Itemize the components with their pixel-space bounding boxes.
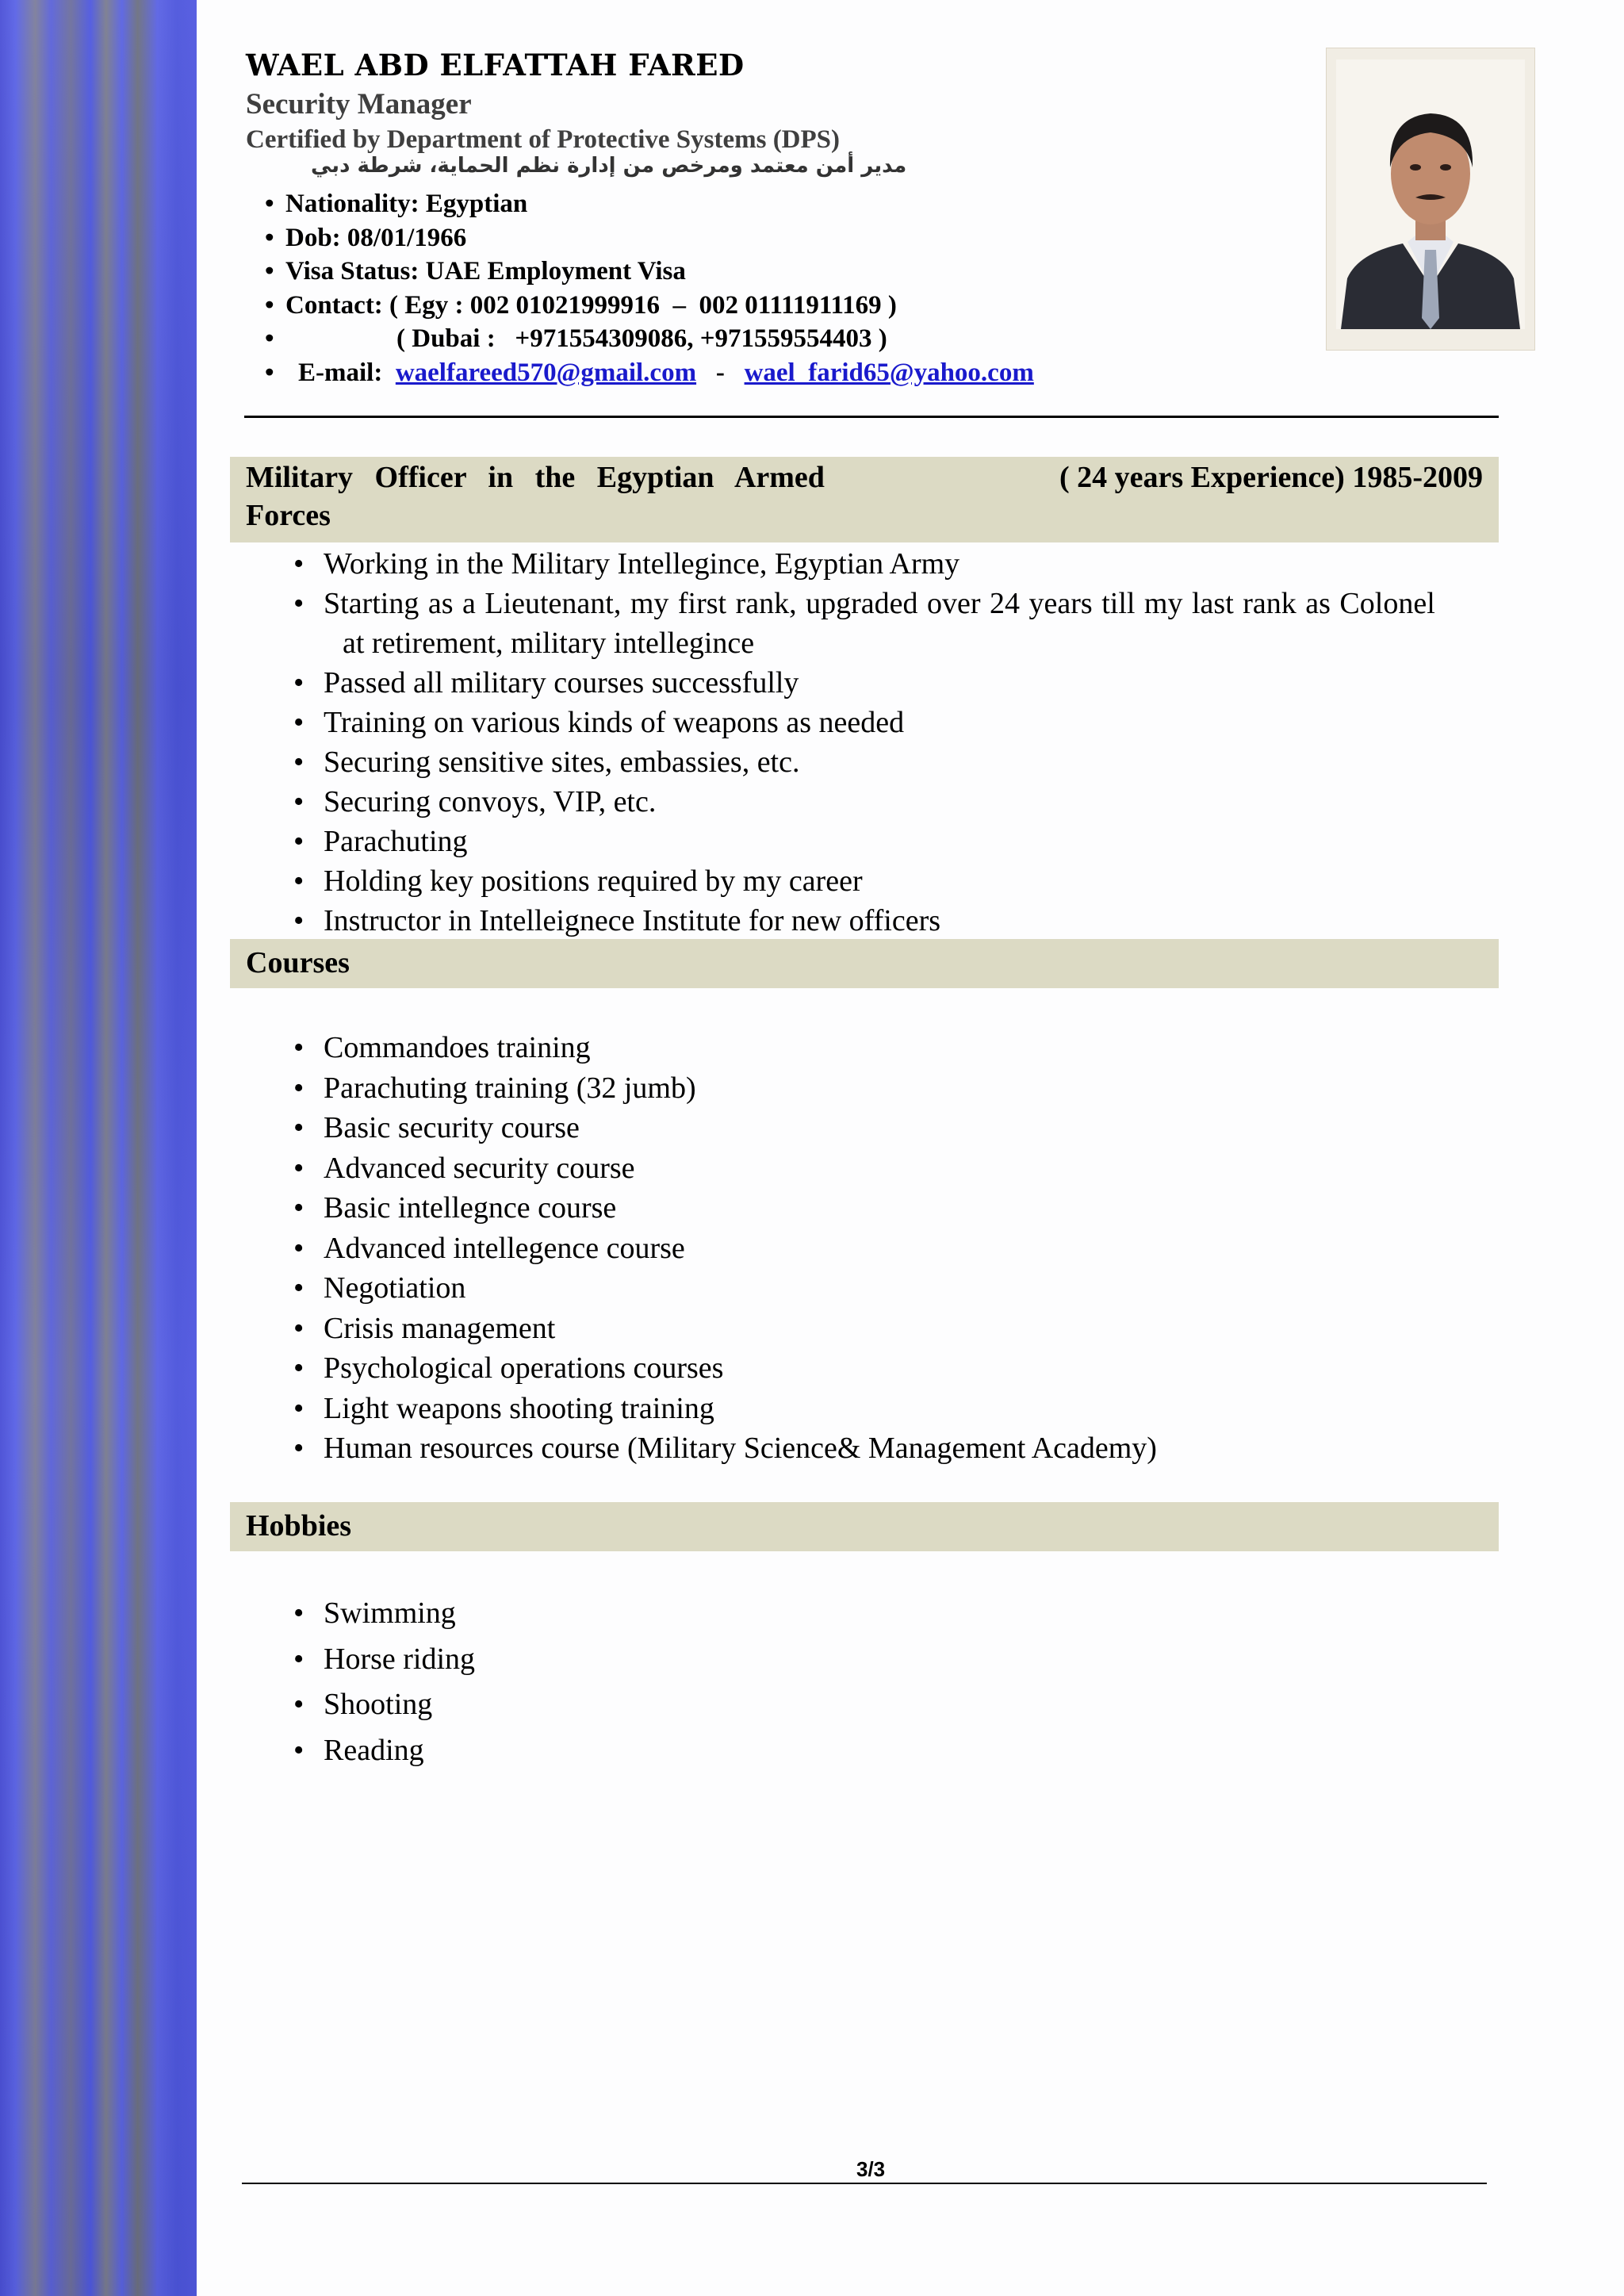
list-item: • Starting as a Lieutenant, my first rank, upgraded over 24 years till my last rank as Colonel at retirement, military intellegince bbox=[293, 587, 1435, 660]
courses-list bbox=[293, 1028, 1157, 1469]
footer-divider bbox=[242, 2183, 1487, 2184]
courses-heading-band bbox=[230, 939, 1499, 988]
experience-list bbox=[293, 544, 1529, 941]
nationality-item: • Nationality: Egyptian bbox=[265, 190, 528, 218]
list-item: • Swimming bbox=[293, 1596, 456, 1630]
experience-period: ( 24 years Experience) 1985-2009 bbox=[1059, 461, 1483, 494]
list-item: • Advanced security course bbox=[293, 1151, 635, 1185]
job-title: Security Manager bbox=[246, 88, 472, 121]
visa-status: Visa Status: UAE Employment Visa bbox=[285, 257, 686, 286]
nationality: Nationality: Egyptian bbox=[285, 190, 528, 218]
certification: Certified by Department of Protective Systems (DPS) bbox=[246, 125, 841, 154]
hobbies-list bbox=[293, 1591, 476, 1773]
list-item: • Working in the Military Intellegince, Egyptian Army bbox=[293, 547, 960, 581]
experience-role-cont: Forces bbox=[246, 499, 331, 532]
email-label: E-mail: bbox=[298, 358, 383, 387]
list-item: • Securing convoys, VIP, etc. bbox=[293, 785, 657, 818]
dob-item: • Dob: 08/01/1966 bbox=[265, 223, 467, 252]
list-item: • Instructor in Intelleignece Institute for new officers bbox=[293, 904, 941, 937]
list-item: • Reading bbox=[293, 1733, 424, 1767]
list-item: • Crisis management bbox=[293, 1311, 556, 1345]
hobbies-heading-band bbox=[230, 1502, 1499, 1551]
contact-dubai-item: • ( Dubai : +971554309086, +971559554403 ) bbox=[265, 324, 887, 353]
list-item: • Holding key positions required by my career bbox=[293, 864, 863, 898]
list-item: • Training on various kinds of weapons as needed bbox=[293, 706, 905, 739]
personal-info-list bbox=[265, 187, 1034, 389]
experience-heading-band bbox=[230, 457, 1499, 542]
date-of-birth: Dob: 08/01/1966 bbox=[285, 223, 467, 252]
profile-photo bbox=[1326, 48, 1535, 351]
list-item: • Securing sensitive sites, embassies, etc. bbox=[293, 746, 800, 779]
visa-item: • Visa Status: UAE Employment Visa bbox=[265, 257, 686, 286]
courses-heading: Courses bbox=[246, 946, 350, 979]
list-item: • Light weapons shooting training bbox=[293, 1391, 714, 1425]
list-item: • Basic security course bbox=[293, 1111, 580, 1144]
candidate-name: WAEL ABD ELFATTAH FARED bbox=[246, 48, 745, 82]
contact-egypt-item: • Contact: ( Egy : 002 01021999916 – 002 01111911169 ) bbox=[265, 290, 897, 320]
decorative-sidebar bbox=[0, 0, 197, 2296]
list-item: • Commandoes training bbox=[293, 1031, 591, 1064]
portrait-image bbox=[1327, 48, 1534, 350]
list-item: • Psychological operations courses bbox=[293, 1351, 724, 1385]
hobbies-heading: Hobbies bbox=[246, 1509, 352, 1543]
list-item: • Parachuting bbox=[293, 825, 468, 858]
list-item: • Shooting bbox=[293, 1688, 433, 1721]
contact-egypt: Contact: ( Egy : 002 01021999916 – 002 01111911169 ) bbox=[285, 290, 897, 320]
email-item: • E-mail: waelfareed570@gmail.com - wael_farid65@yahoo.com bbox=[265, 358, 1034, 387]
list-item: • Advanced intellegence course bbox=[293, 1231, 685, 1265]
contact-dubai: ( Dubai : +971554309086, +971559554403 ) bbox=[396, 324, 887, 353]
list-item: • Passed all military courses successfully bbox=[293, 666, 799, 700]
list-item: • Negotiation bbox=[293, 1271, 466, 1305]
email-separator: - bbox=[715, 358, 725, 387]
experience-role: Military Officer in the Egyptian Armed bbox=[246, 461, 825, 494]
list-item: • Human resources course (Military Science& Management Academy) bbox=[293, 1432, 1157, 1465]
email-link-gmail[interactable]: waelfareed570@gmail.com bbox=[395, 358, 697, 387]
email-link-yahoo[interactable]: wael_farid65@yahoo.com bbox=[744, 358, 1034, 387]
header-divider bbox=[244, 416, 1499, 418]
page-number: 3/3 bbox=[853, 2157, 888, 2182]
arabic-subtitle: مدير أمن معتمد ومرخص من إدارة نظم الحماية، شرطة دبي bbox=[311, 154, 907, 178]
list-item: • Horse riding bbox=[293, 1642, 476, 1676]
list-item: • Parachuting training (32 jumb) bbox=[293, 1071, 696, 1105]
list-item: • Basic intellegnce course bbox=[293, 1191, 617, 1225]
